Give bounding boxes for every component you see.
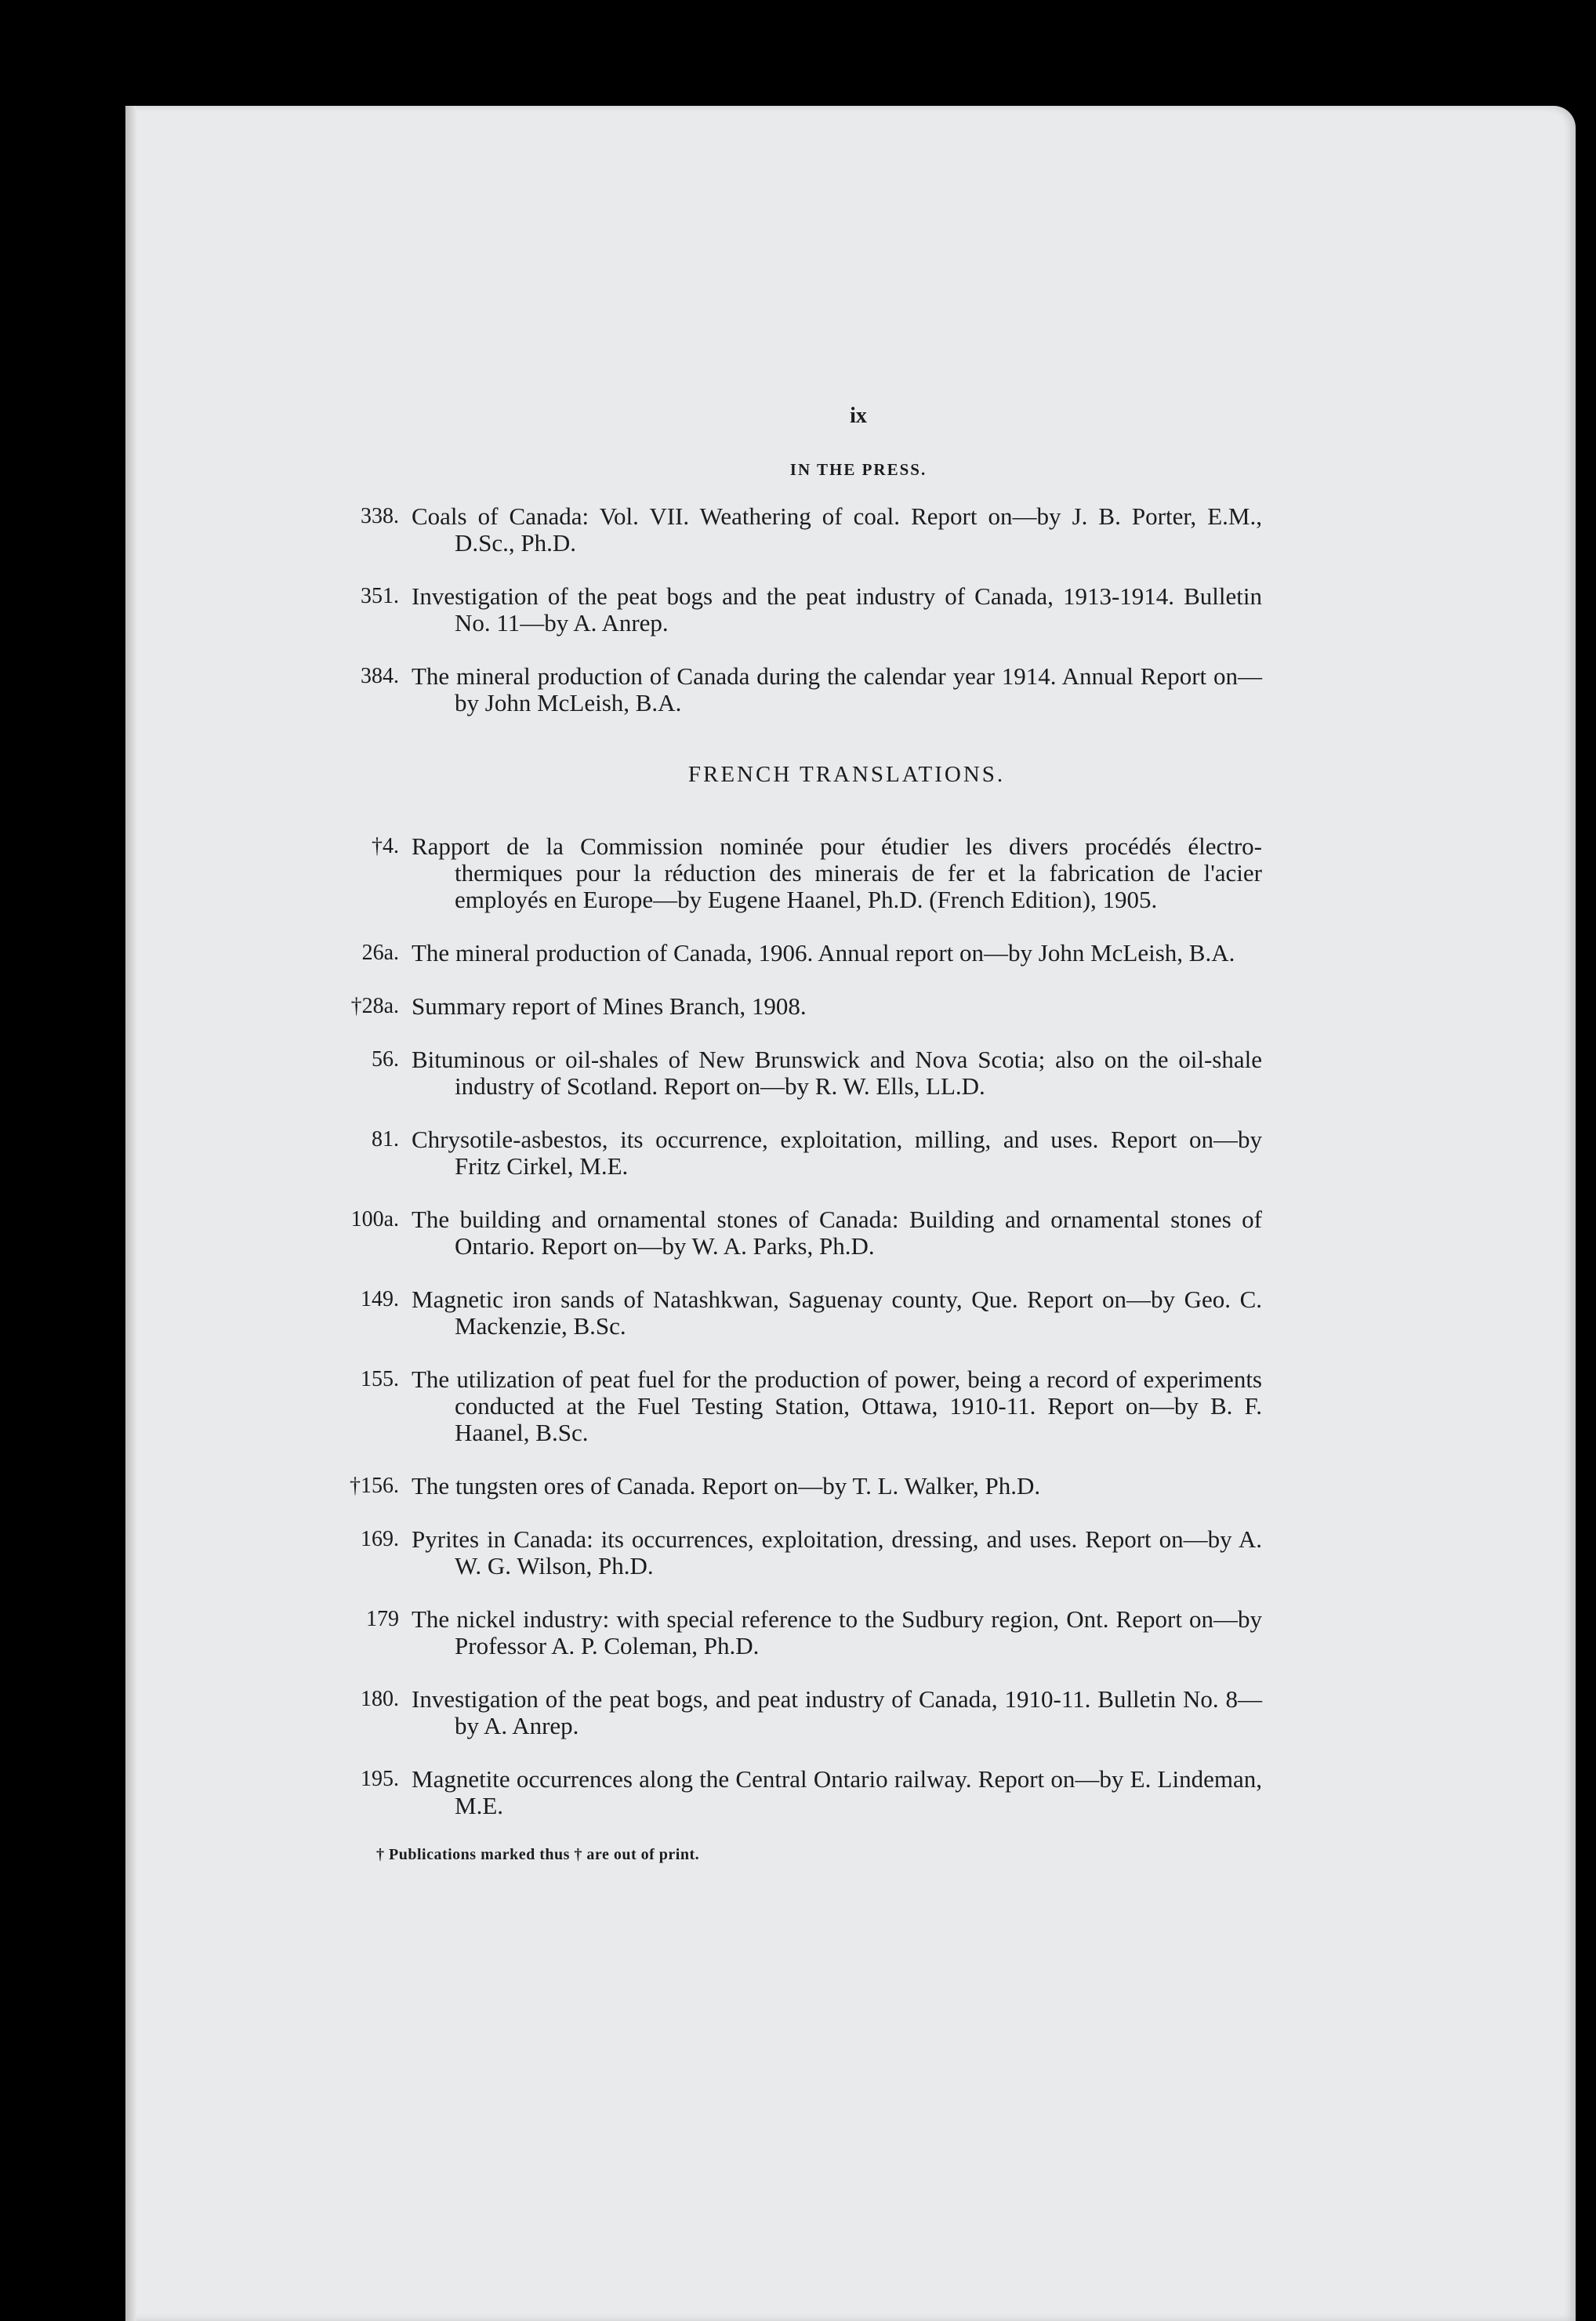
entry-number: 169. <box>361 1527 399 1551</box>
entry-number: 338. <box>361 504 399 528</box>
list-item <box>337 993 1262 1020</box>
list-item <box>337 503 1262 557</box>
entry-text: The building and ornamental stones of Canada: Building and ornamental stones of Ontario. Report on—by W. A. Parks, Ph.D. <box>412 1206 1262 1260</box>
entry-number: 56. <box>372 1047 399 1072</box>
entry-number: 384. <box>361 664 399 688</box>
list-item <box>337 1526 1262 1579</box>
footnote: † Publications marked thus † are out of print. <box>376 1846 700 1863</box>
entry-text: Rapport de la Commission nominée pour étudier les divers procédés électro-thermiques pour la réduction des minerais de fer et la fabrication de l'acier employés en Europe—by Eugene Haanel, Ph.D. (French Edition), 1905. <box>412 832 1262 913</box>
list-item <box>337 833 1262 913</box>
entry-number: 26a. <box>361 941 399 965</box>
entry-text: Summary report of Mines Branch, 1908. <box>412 992 807 1020</box>
entry-text: The tungsten ores of Canada. Report on—by T. L. Walker, Ph.D. <box>412 1472 1041 1500</box>
list-item <box>337 1686 1262 1739</box>
list-item <box>337 1473 1262 1500</box>
entry-text: The nickel industry: with special reference to the Sudbury region, Ont. Report on—by Professor A. P. Coleman, Ph.D. <box>412 1605 1262 1659</box>
entry-text: The mineral production of Canada during the calendar year 1914. Annual Report on—by John McLeish, B.A. <box>412 662 1262 716</box>
page-number: ix <box>850 404 867 428</box>
entry-number: †156. <box>350 1474 399 1498</box>
entry-number: 155. <box>361 1367 399 1391</box>
entry-text: Magnetic iron sands of Natashkwan, Saguenay county, Que. Report on—by Geo. C. Mackenzie, B.Sc. <box>412 1286 1262 1340</box>
list-item <box>337 1766 1262 1819</box>
page-binding-edge <box>125 106 136 2321</box>
entry-text: The utilization of peat fuel for the production of power, being a record of experiments conducted at the Fuel Testing Station, Ottawa, 1910-11. Report on—by B. F. Haanel, B.Sc. <box>412 1365 1262 1446</box>
list-item <box>337 1366 1262 1446</box>
entry-number: †4. <box>372 834 399 858</box>
list-item <box>337 1046 1262 1100</box>
entry-number: 81. <box>372 1127 399 1151</box>
entry-number: 179 <box>366 1607 399 1631</box>
french-translations-list <box>337 833 1262 1819</box>
entry-text: Bituminous or oil-shales of New Brunswick and Nova Scotia; also on the oil-shale industry of Scotland. Report on—by R. W. Ells, LL.D. <box>412 1046 1262 1100</box>
list-item <box>337 583 1262 636</box>
entry-number: 100a. <box>350 1207 399 1231</box>
list-item <box>337 663 1262 716</box>
entry-text: Pyrites in Canada: its occurrences, exploitation, dressing, and uses. Report on—by A. W. G. Wilson, Ph.D. <box>412 1525 1262 1579</box>
entry-text: Magnetite occurrences along the Central Ontario railway. Report on—by E. Lindeman, M.E. <box>412 1765 1262 1819</box>
entry-text: The mineral production of Canada, 1906. Annual report on—by John McLeish, B.A. <box>412 939 1235 966</box>
entry-text: Coals of Canada: Vol. VII. Weathering of coal. Report on—by J. B. Porter, E.M., D.Sc., Ph.D. <box>412 502 1262 557</box>
in-press-list <box>337 503 1262 716</box>
list-item <box>337 940 1262 966</box>
entry-number: 180. <box>361 1687 399 1711</box>
list-item <box>337 1126 1262 1180</box>
list-item <box>337 1606 1262 1659</box>
page-content <box>337 404 1262 1864</box>
entry-number: †28a. <box>350 994 399 1018</box>
list-item <box>337 1206 1262 1260</box>
entry-text: Investigation of the peat bogs, and peat industry of Canada, 1910-11. Bulletin No. 8—by A. Anrep. <box>412 1685 1262 1739</box>
entry-text: Investigation of the peat bogs and the peat industry of Canada, 1913-1914. Bulletin No. 11—by A. Anrep. <box>412 582 1262 636</box>
section-heading-in-press: IN THE PRESS. <box>789 460 927 479</box>
entry-number: 195. <box>361 1767 399 1791</box>
entry-number: 149. <box>361 1287 399 1311</box>
entry-number: 351. <box>361 584 399 608</box>
entry-text: Chrysotile-asbestos, its occurrence, exploitation, milling, and uses. Report on—by Fritz Cirkel, M.E. <box>412 1126 1262 1180</box>
section-heading-french-translations: FRENCH TRANSLATIONS. <box>687 762 1006 787</box>
list-item <box>337 1286 1262 1340</box>
